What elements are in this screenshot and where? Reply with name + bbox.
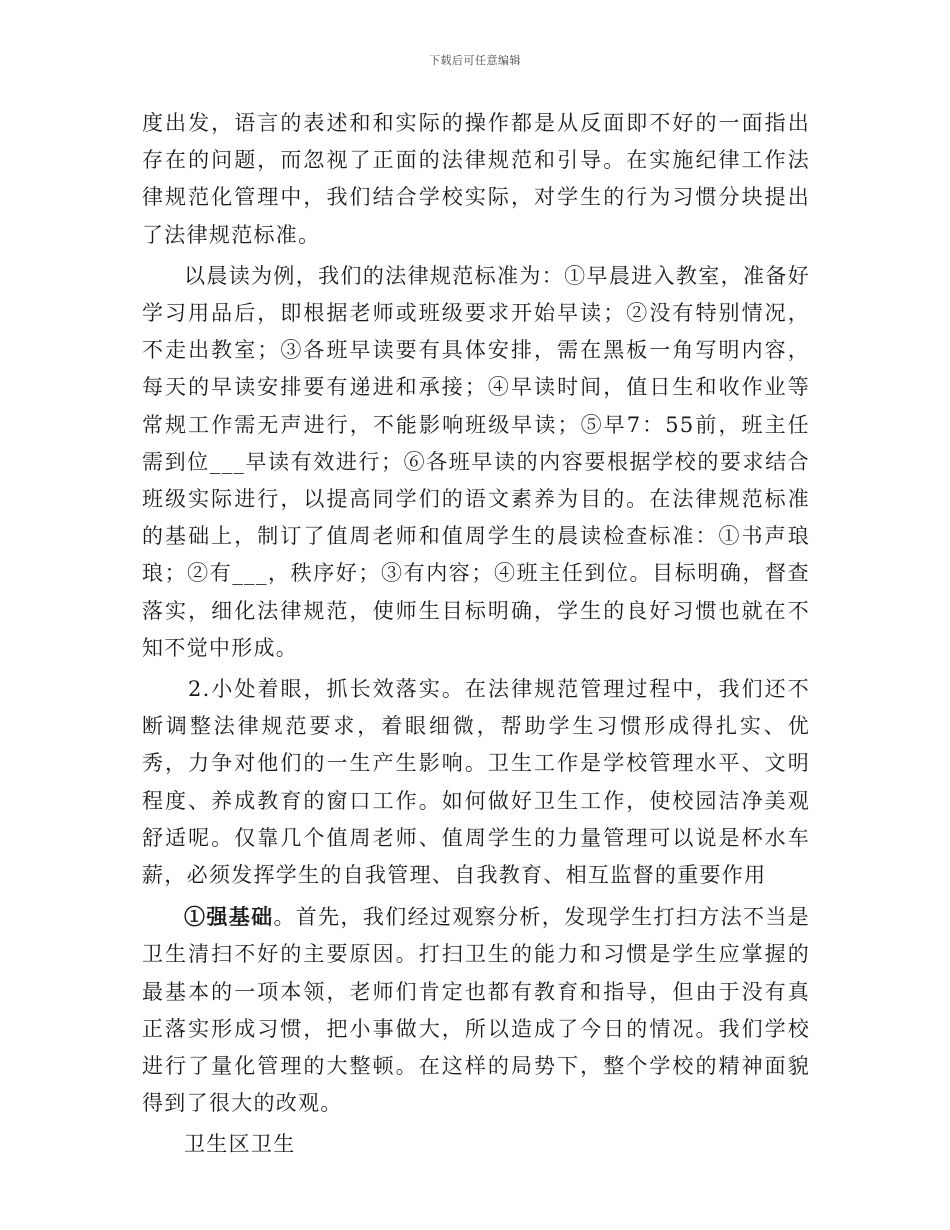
paragraph-body-text: 。首先，我们经过观察分析，发现学生打扫方法不当是卫生清扫不好的主要原因。打扫卫生的能力和习惯是学生应掌握的最基本的一项本领，老师们肯定也都有教育和指导，但由于没有真正落实形成习惯，把小事做大，所以造成了今日的情况。我们学校进行了量化管理的大整顿。在这样的局势下，整个学校的精神面貌得到了很大的改观。 (142, 905, 810, 1116)
page-header: 下载后可任意编辑 (429, 54, 521, 67)
paragraph-hygiene-area: 卫生区卫生 (184, 1132, 296, 1157)
paragraph-morning-reading: 以晨读为例，我们的法律规范标准为：①早晨进入教室，准备好学习用品后，即根据老师或班级要求开始早读；②没有特别情况，不走出教室；③各班早读要有具体安排，需在黑板一角写明内容，每天的早读安排要有递进和承接；④早读时间，值日生和收作业等常规工作需无声进行，不能影响班级早读；⑤早7：55前，班主任需到位___早读有效进行；⑥各班早读的内容要根据学校的要求结合班级实际进行，以提高同学们的语文素养为目的。在法律规范标准的基础上，制订了值周老师和值周学生的晨读检查标准：①书声琅琅；②有___，秩序好；③有内容；④班主任到位。目标明确，督查落实，细化法律规范，使师生目标明确，学生的良好习惯也就在不知不觉中形成。 (142, 263, 810, 660)
paragraph-strengthen-basics (142, 898, 810, 1122)
document-body (142, 105, 810, 1168)
paragraph-section-2: 2.小处着眼，抓长效落实。在法律规范管理过程中，我们还不断调整法律规范要求，着眼细微，帮助学生习惯形成得扎实、优秀，力争对他们的一生产生影响。卫生工作是学校管理水平、文明程度、养成教育的窗口工作。如何做好卫生工作，使校园洁净美观舒适呢。仅靠几个值周老师、值周学生的力量管理可以说是杯水车薪，必须发挥学生的自我管理、自我教育、相互监督的重要作用 (142, 677, 810, 888)
bold-heading: ①强基础 (184, 904, 274, 930)
paragraph-continuation: 度出发，语言的表述和和实际的操作都是从反面即不好的一面指出存在的问题，而忽视了正面的法律规范和引导。在实施纪律工作法律规范化管理中，我们结合学校实际，对学生的行为习惯分块提出了法律规范标准。 (142, 111, 810, 247)
